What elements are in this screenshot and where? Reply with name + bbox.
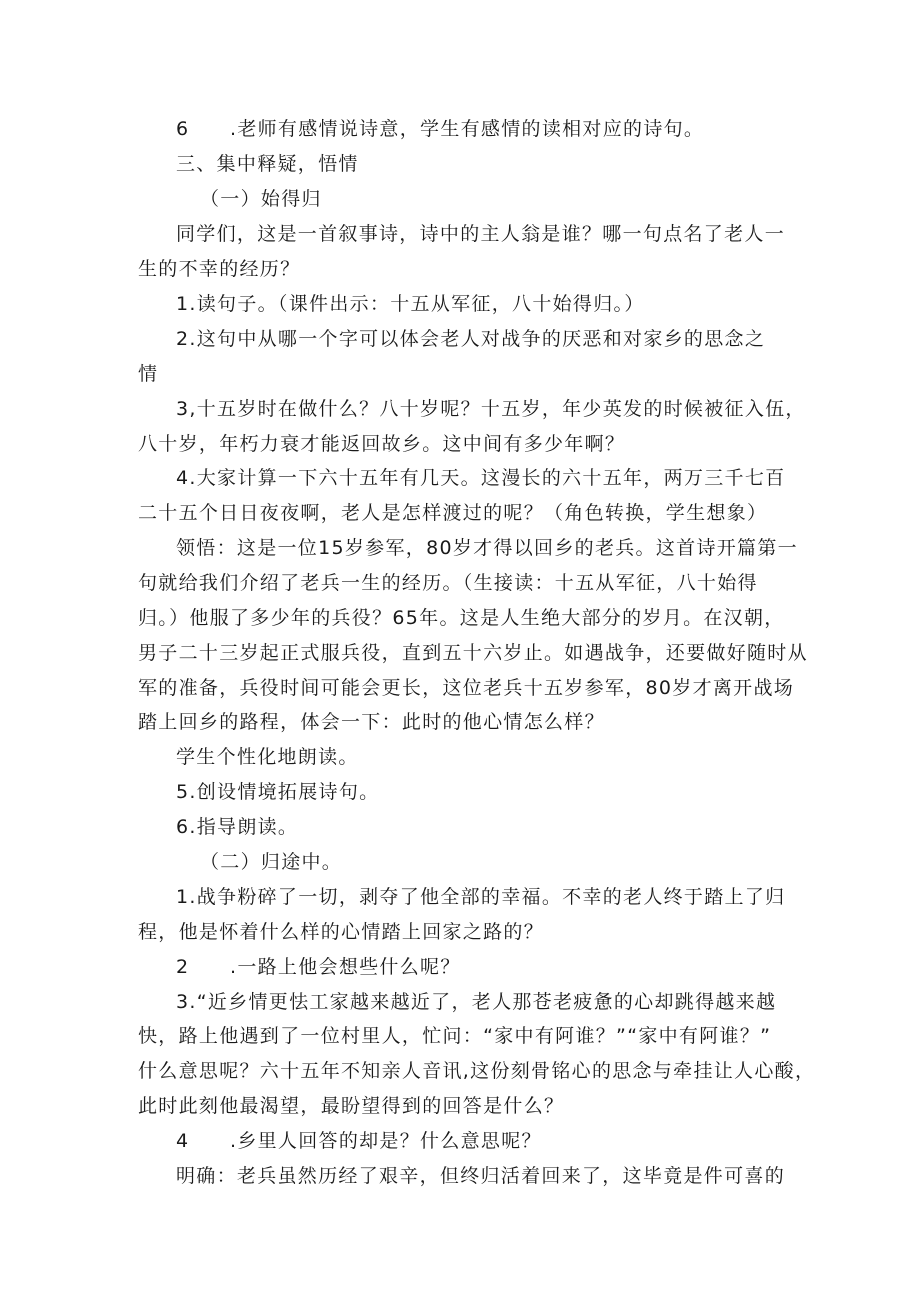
text-line: 句就给我们介绍了老兵一生的经历。（生接读：十五从军征，八十始得 xyxy=(138,572,758,594)
text-line: 生的不幸的经历？ xyxy=(138,258,301,280)
subsection-heading: （二）归途中。 xyxy=(200,851,343,873)
text-line: 领悟：这是一位15岁参军，80岁才得以回乡的老兵。这首诗开篇第一 xyxy=(176,537,798,559)
text-line: 程，他是怀着什么样的心情踏上回家之路的？ xyxy=(138,921,545,943)
section-heading: 三、集中释疑，悟情 xyxy=(176,153,359,175)
text-line: 6 .老师有感情说诗意，学生有感情的读相对应的诗句。 xyxy=(176,118,705,140)
text-line: 什么意思呢？六十五年不知亲人音讯,这份刻骨铭心的思念与牵挂让人心酸， xyxy=(138,1060,816,1082)
text-line: 情 xyxy=(138,363,159,385)
text-line: 学生个性化地朗读。 xyxy=(176,746,359,768)
text-line: 同学们，这是一首叙事诗，诗中的主人翁是谁？哪一句点名了老人一 xyxy=(176,223,786,245)
text-line: 1.读句子。（课件出示：十五从军征，八十始得归。） xyxy=(176,293,645,315)
text-line: 此时此刻他最渴望，最盼望得到的回答是什么？ xyxy=(138,1095,565,1117)
text-line: 4 .乡里人回答的却是？什么意思呢？ xyxy=(176,1130,542,1152)
text-line: 6.指导朗读。 xyxy=(176,816,299,838)
subsection-heading: （一）始得归 xyxy=(200,188,322,210)
text-line: 3,十五岁时在做什么？八十岁呢？十五岁，年少英发的时候被征入伍， xyxy=(176,398,806,420)
text-line: 5.创设情境拓展诗句。 xyxy=(176,781,380,803)
text-line: 4.大家计算一下六十五年有几天。这漫长的六十五年，两万三千七百 xyxy=(176,467,786,489)
text-line: 男子二十三岁起正式服兵役，直到五十六岁止。如遇战争，还要做好随时从 xyxy=(138,642,808,664)
text-line: 归。）他服了多少年的兵役？65年。这是人生绝大部分的岁月。在汉朝， xyxy=(138,607,785,629)
text-line: 1.战争粉碎了一切，剥夺了他全部的幸福。不幸的老人终于踏上了归 xyxy=(176,886,786,908)
text-line: 快，路上他遇到了一位村里人，忙问：“家中有阿谁？”“家中有阿谁？” xyxy=(138,1025,772,1047)
text-line: 八十岁，年朽力衰才能返回故乡。这中间有多少年啊？ xyxy=(138,433,626,455)
text-line: 二十五个日日夜夜啊，老人是怎样渡过的呢？（角色转换，学生想象） xyxy=(138,502,768,524)
text-line: 2 .一路上他会想些什么呢？ xyxy=(176,956,461,978)
text-line: 3.“近乡情更怯工家越来越近了，老人那苍老疲惫的心却跳得越来越 xyxy=(176,991,777,1013)
text-line: 踏上回乡的路程，体会一下：此时的他心情怎么样？ xyxy=(138,711,605,733)
text-line: 明确：老兵虽然历经了艰辛，但终归活着回来了，这毕竟是件可喜的 xyxy=(176,1165,786,1187)
text-line: 军的准备，兵役时间可能会更长，这位老兵十五岁参军，80岁才离开战场 xyxy=(138,677,795,699)
text-line: 2.这句中从哪一个字可以体会老人对战争的厌恶和对家乡的思念之 xyxy=(176,328,766,350)
